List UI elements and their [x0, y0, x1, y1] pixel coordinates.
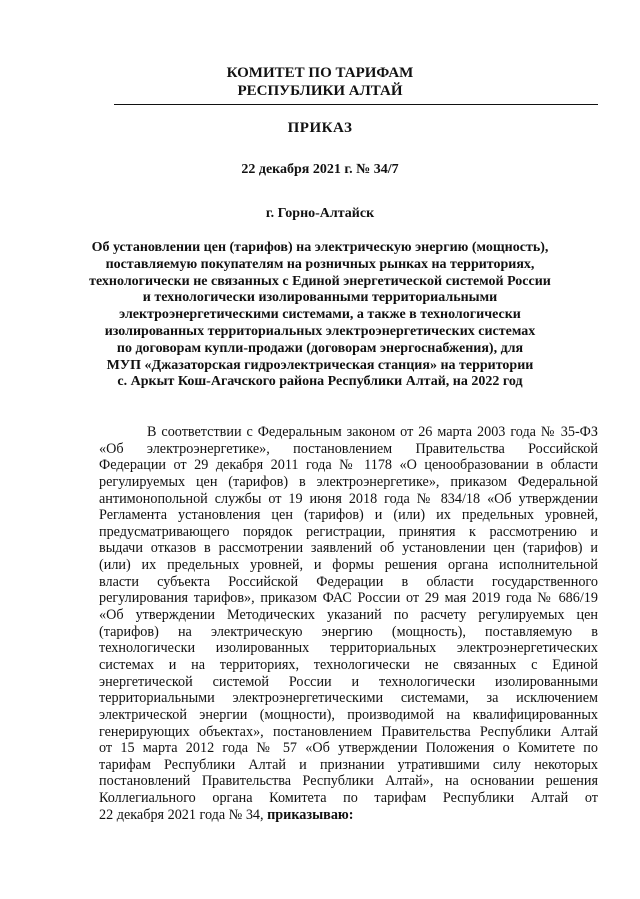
body-line: от 15 марта 2012 года № 57 «Об утверждении Положения о Комитете по — [99, 740, 598, 757]
org-name-line2: РЕСПУБЛИКИ АЛТАЙ — [237, 83, 403, 99]
body-line: В соответствии с Федеральным законом от 26 марта 2003 года № 35-ФЗ — [147, 424, 598, 440]
title-line: и технологически изолированными территориальными — [142, 290, 498, 306]
body-line: системах и на территориях, технологически не связанных с Единой — [99, 656, 598, 673]
body-line: территориальными электроэнергетическими системами, за исключением — [99, 690, 598, 707]
body-line: «Об утверждении Методических указаний по расчету регулируемых цен — [99, 607, 598, 624]
body-line: энергетической системой России и технологически изолированными — [99, 673, 598, 690]
body-line: антимонопольной службы от 19 июня 2018 года № 834/18 «Об утверждении — [99, 490, 598, 507]
body-line: постановлений Правительства Республики Алтай», на основании решения — [99, 773, 598, 790]
title-line: электроэнергетическими системами, а также в технологически — [119, 307, 521, 323]
order-keyword: приказываю: — [267, 806, 354, 823]
title-line: с. Аркыт Кош-Агачского района Республики Алтай, на 2022 год — [117, 374, 523, 390]
body-line: власти субъекта Российской Федерации в области государственного — [99, 573, 598, 590]
document-type: ПРИКАЗ — [287, 120, 353, 136]
body-last-line — [99, 807, 598, 824]
title-line: поставляемую покупателям на розничных рынках на территориях, — [105, 256, 535, 272]
body-line: предусматривающего порядок регистрации, принятия к рассмотрению и — [99, 523, 598, 540]
body-line: технологически изолированных территориальных электроэнергетических — [99, 640, 598, 657]
title-line: Об установлении цен (тарифов) на электрическую энергию (мощность), — [91, 240, 549, 255]
body-line: регулируемых цен (тарифов) в электроэнергетике», приказом Федеральной — [99, 473, 598, 490]
body-line: тарифам Республики Алтай и признании утратившими силу некоторых — [99, 756, 598, 773]
document-title — [0, 240, 640, 391]
body-line: Федерации от 29 декабря 2011 года № 1178 «О ценообразовании в области — [99, 457, 598, 474]
document-city: г. Горно-Алтайск — [265, 206, 375, 221]
document-date-number: 22 декабря 2021 г. № 34/7 — [241, 162, 399, 177]
org-name-line1: КОМИТЕТ ПО ТАРИФАМ — [226, 65, 414, 81]
body-line: Регламента установления цен (тарифов) и (или) их предельных уровней, — [99, 507, 598, 524]
title-line: изолированных территориальных электроэнергетических системах — [104, 323, 536, 339]
title-line: по договорам купли-продажи (договорам энергоснабжения), для — [116, 340, 524, 356]
body-line: электрической энергии (мощности), производимой на квалифицированных — [99, 706, 598, 723]
title-line: технологически не связанных с Единой энергетической системой России — [89, 273, 551, 289]
body-line: (или) их предельных уровней, и формы решения органа исполнительной — [99, 557, 598, 574]
body-line: Коллегиального органа Комитета по тарифам Республики Алтай от — [99, 790, 598, 807]
body-line: «Об электроэнергетике», постановлением Правительства Российской — [99, 440, 598, 457]
body-line: выдачи отказов в рассмотрении заявлений об установлении цен (тарифов) и — [99, 540, 598, 557]
body-line: генерирующих объектах», постановлением Правительства Республики Алтай — [99, 723, 598, 740]
document-body — [99, 424, 598, 823]
body-line: (тарифов) на электрическую энергию (мощность), поставляемую в — [99, 623, 598, 640]
body-line: регулирования тарифов», приказом ФАС России от 29 мая 2019 года № 686/19 — [99, 590, 598, 607]
header-divider — [114, 104, 598, 105]
body-last-text: 22 декабря 2021 года № 34, — [99, 806, 268, 823]
title-line: МУП «Джазаторская гидроэлектрическая станция» на территории — [106, 357, 534, 373]
